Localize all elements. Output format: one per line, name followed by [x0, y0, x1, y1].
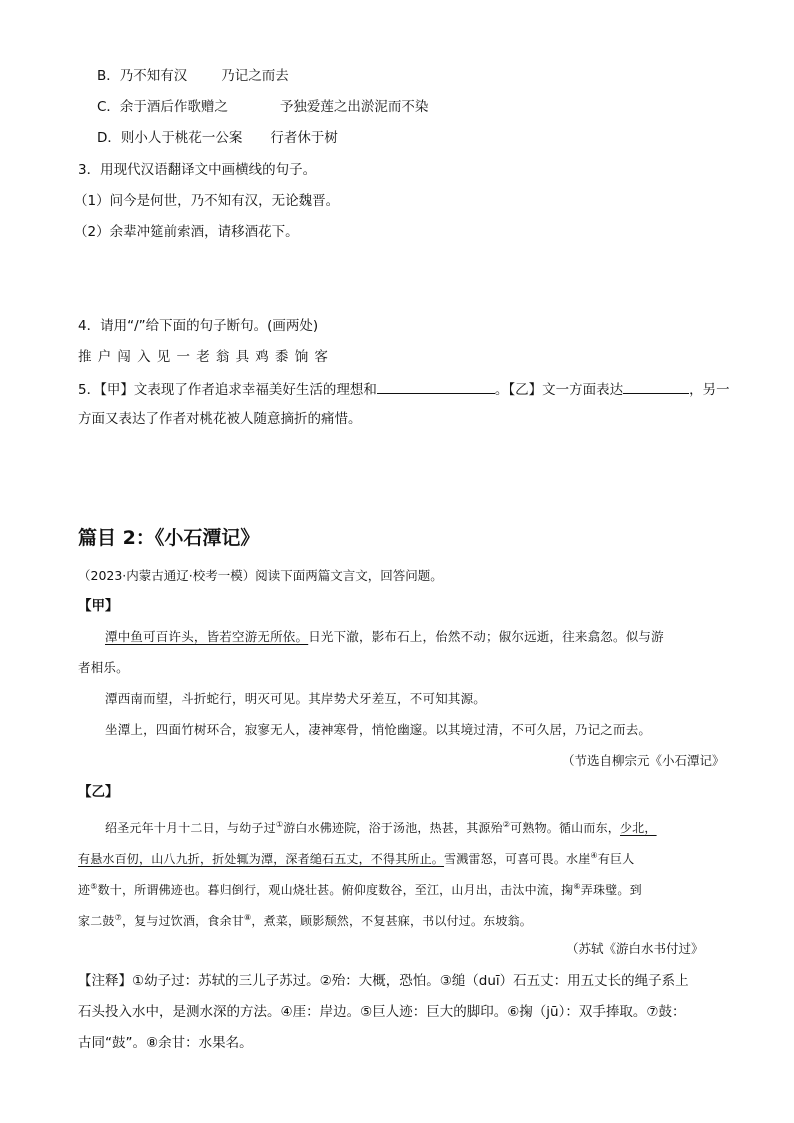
- section-title: 篇目 2：《小石潭记》: [78, 527, 260, 549]
- yi-l1-text-b: 游白水佛迹院，浴于汤池，热甚，其源殆: [283, 821, 503, 835]
- passage-yi-line-2: [78, 847, 634, 868]
- yi-l3-text-b: 数十，所谓佛迹也。暮归倒行，观山烧壮甚。俯仰度数谷，至江，山月出，击汰中流，掬: [97, 883, 574, 897]
- question-5-part-1: 5．【甲】文表现了作者追求幸福美好生活的理想和: [78, 382, 377, 398]
- question-5-line-2: 方面又表达了作者对桃花被人随意摘折的痛惜。: [78, 411, 362, 427]
- jia-underlined-sentence: 潭中鱼可百许头，皆若空游无所依。: [105, 629, 309, 644]
- passage-yi-line-3: [78, 878, 642, 899]
- passage-jia-label: 【甲】: [78, 598, 119, 614]
- option-b-part1: B．乃不知有汉: [97, 68, 188, 84]
- yi-l4-text-b: ，复与过饮酒，食余甘: [121, 914, 244, 928]
- passage-yi-line-4: [78, 909, 532, 930]
- yi-l3-text-a: 迹: [78, 883, 91, 897]
- question-4-sentence: 推户闯入见一老翁具鸡黍饷客: [78, 349, 335, 365]
- option-d-part1: D．则小人于桃花一公案: [97, 130, 243, 146]
- option-b-part2: 乃记之而去: [221, 68, 289, 84]
- option-c-part2: 予独爱莲之出淤泥而不染: [279, 99, 429, 115]
- yi-l4-text-c: ，煮菜，顾影颓然，不复甚寐，书以付过。东坡翁。: [251, 914, 532, 928]
- yi-l1-text-a: 绍圣元年十月十二日，与幼子过: [105, 821, 276, 835]
- yi-l2-underlined: 有悬水百仞，山八九折，折处辄为潭，深者缒石五丈，不得其所止。: [78, 852, 445, 866]
- yi-l1-underlined: 少北，: [619, 821, 657, 835]
- question-5-part-3: ，另一: [689, 382, 730, 398]
- passage-jia-p2: 潭西南而望，斗折蛇行，明灭可见。其岸势犬牙差互，不可知其源。: [105, 691, 487, 706]
- note-marker-6: ⑥: [573, 882, 581, 891]
- answer-blank-1[interactable]: [377, 379, 495, 394]
- jia-p1-rest: 日光下澈，影布石上，佁然不动；俶尔远逝，往来翕忽。似与游: [308, 629, 664, 644]
- yi-l2-text-a: 雪溅雷怒，可喜可畏。水崖: [444, 852, 591, 866]
- notes-line-2: 石头投入水中，是测水深的方法。④厓：岸边。⑤巨人迹：巨大的脚印。⑥掬（jū）：双手捧取。⑦鼓：: [78, 1004, 686, 1020]
- yi-l3-text-c: 弄珠璧。到: [580, 883, 642, 897]
- note-marker-7: ⑦: [114, 913, 122, 922]
- note-marker-4: ④: [590, 851, 598, 860]
- yi-l1-text-c: 可熟物。循山而东，: [510, 821, 620, 835]
- notes-line-3: 古同“鼓”。⑧余甘：水果名。: [78, 1035, 253, 1051]
- passage-jia-p1: [105, 628, 664, 646]
- option-b: [97, 67, 289, 85]
- note-marker-1: ①: [275, 820, 284, 829]
- yi-l4-text-a: 家二鼓: [78, 914, 115, 928]
- passage-yi-citation: （苏轼《游白水书付过》: [566, 941, 704, 956]
- question-3-stem: 3．用现代汉语翻译文中画横线的句子。: [78, 162, 317, 178]
- option-d: [97, 129, 338, 147]
- passage-yi-label: 【乙】: [78, 784, 119, 800]
- note-marker-8: ⑧: [244, 913, 252, 922]
- question-5-line-1: [78, 379, 730, 399]
- question-4-stem: 4．请用“/”给下面的句子断句。(画两处): [78, 318, 319, 334]
- question-3-sentence-2: （2）余辈冲筵前索酒，请移酒花下。: [74, 224, 299, 240]
- answer-blank-2[interactable]: [623, 379, 689, 394]
- question-3-sentence-1: （1）问今是何世，乃不知有汉，无论魏晋。: [74, 193, 340, 209]
- passage-yi-line-1: [105, 816, 657, 837]
- note-marker-2: ②: [502, 820, 511, 829]
- yi-l2-text-b: 有巨人: [597, 852, 635, 866]
- passage-jia-p3: 坐潭上，四面竹树环合，寂寥无人，凄神寒骨，悄怆幽邃。以其境过清，不可久居，乃记之而去。: [105, 722, 652, 737]
- passage-jia-p1-line2: 者相乐。: [78, 660, 129, 675]
- passage-jia-citation: （节选自柳宗元《小石潭记》: [562, 753, 725, 768]
- notes-line-1: 【注释】①幼子过：苏轼的三儿子苏过。②殆：大概，恐怕。③缒（duī）石五丈：用五丈长的绳子系上: [78, 973, 689, 989]
- note-marker-5: ⑤: [90, 882, 98, 891]
- option-d-part2: 行者休于树: [270, 130, 338, 146]
- option-c: [97, 98, 428, 116]
- section-source: （2023·内蒙古通辽·校考一模）阅读下面两篇文言文，回答问题。: [78, 568, 443, 583]
- question-5-part-2: 。【乙】文一方面表达: [494, 382, 624, 398]
- option-c-part1: C．余于酒后作歌赠之: [97, 99, 228, 115]
